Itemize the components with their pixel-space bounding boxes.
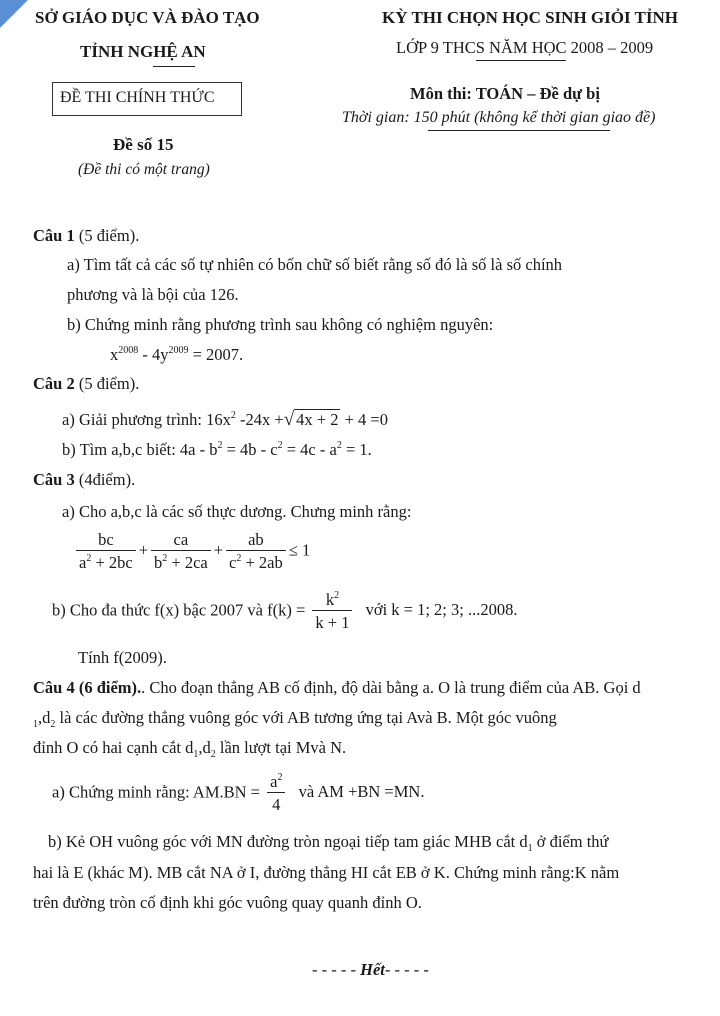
fraction-3: $\frac{ab}{c^2 + 2ab}$ bbox=[226, 530, 286, 573]
end-marker: - - - - - Hết- - - - - bbox=[312, 960, 429, 979]
fraction-2: $\frac{ca}{b^2 + 2ca}$ bbox=[151, 530, 211, 573]
q3-heading bbox=[33, 470, 135, 490]
page-note: (Đề thi có một trang) bbox=[78, 161, 210, 178]
official-exam-label: ĐỀ THI CHÍNH THỨC bbox=[60, 89, 215, 106]
q4-a-line: a) Chứng minh rằng: AM.BN = $\frac{a^2}{4}$ và AM +BN =MN. bbox=[52, 772, 425, 814]
time-underline bbox=[428, 130, 610, 131]
exam-grade-year: LỚP 9 THCS NĂM HỌC 2008 – 2009 bbox=[396, 38, 654, 57]
official-exam-box bbox=[52, 82, 242, 116]
fraction-k: $\frac{k^2}{k + 1}$ bbox=[312, 590, 352, 633]
q3-a-line: a) Cho a,b,c là các số thực dương. Chưng minh rằng: bbox=[62, 502, 412, 521]
fraction-1: $\frac{bc}{a^2 + 2bc}$ bbox=[76, 530, 136, 573]
exam-number: Đề số 15 bbox=[113, 135, 174, 154]
exam-year-underline bbox=[476, 60, 566, 61]
q1-title: Câu 1 bbox=[33, 226, 75, 245]
q2-b-line: b) Tìm a,b,c biết: $4a - b^2 = 4b - c^2 = 4c - a^2 = 1$. bbox=[62, 440, 372, 459]
subject-line: Môn thi: TOÁN – Đề dự bị bbox=[410, 84, 600, 103]
q3-points: (4điểm). bbox=[78, 470, 136, 489]
q1-points: (5 điểm). bbox=[78, 226, 140, 245]
q1-a-line2: phương và là bội của 126. bbox=[67, 285, 239, 304]
q1-b-line: b) Chứng minh rằng phương trình sau không có nghiệm nguyên: bbox=[67, 315, 494, 334]
q2-points: (5 điểm). bbox=[78, 374, 140, 393]
department-name: SỞ GIÁO DỤC VÀ ĐÀO TẠO bbox=[35, 8, 260, 27]
q1-equation: $x^{2008} - 4y^{2009} = 2007$. bbox=[110, 345, 244, 364]
q4-line3: đỉnh O có hai cạnh cắt $d_1,d_2$ lần lượt tại Mvà N. bbox=[33, 738, 347, 760]
q3-title: Câu 3 bbox=[33, 470, 75, 489]
q4-b-line1: b) Kẻ OH vuông góc với MN đường tròn ngoại tiếp tam giác MHB cắt $d_1$ ở điểm thứ bbox=[48, 832, 609, 854]
fraction-a2-over-4: $\frac{a^2}{4}$ bbox=[267, 772, 285, 815]
q3-b-line: b) Cho đa thức f(x) bậc 2007 và f(k) = $\frac{k^2}{k + 1}$ với k = 1; 2; 3; ...2008. bbox=[52, 590, 518, 632]
q4-line1: Câu 4 (6 điểm).. Cho đoạn thẳng AB cố định, độ dài bằng a. O là trung điểm của AB. Gọi d bbox=[33, 678, 641, 697]
corner-decoration bbox=[0, 0, 28, 28]
exam-title: KỲ THI CHỌN HỌC SINH GIỎI TỈNH bbox=[382, 8, 678, 27]
q4-line2: $_1,d_2$ là các đường thẳng vuông góc với AB tương ứng tại Avà B. Một góc vuông bbox=[33, 708, 557, 730]
province-underline bbox=[153, 66, 195, 67]
q4-b-line3: trên đường tròn cố định khi góc vuông quay quanh đỉnh O. bbox=[33, 893, 422, 912]
q2-a-line: a) Giải phương trình: $16x^2$ -24x +√ 4x + 2 + 4 =0 bbox=[62, 409, 388, 430]
q3-b-compute: Tính f(2009). bbox=[78, 648, 167, 667]
province-name: TỈNH NGHỆ AN bbox=[80, 42, 206, 61]
time-line: Thời gian: 150 phút (không kể thời gian giao đề) bbox=[342, 109, 656, 126]
q2-heading bbox=[33, 374, 139, 394]
q4-title: Câu 4 bbox=[33, 678, 75, 697]
q4-b-line2: hai là E (khác M). MB cắt NA ở I, đường thẳng HI cắt EB ở K. Chứng minh rằng:K nằm bbox=[33, 863, 620, 882]
q4-points: (6 điểm). bbox=[78, 678, 142, 697]
q1-heading bbox=[33, 226, 139, 246]
q2-title: Câu 2 bbox=[33, 374, 75, 393]
q1-a-line1: a) Tìm tất cả các số tự nhiên có bốn chữ số biết rằng số đó là số là số chính bbox=[67, 255, 563, 274]
q3-inequality: $\frac{bc}{a^2 + 2bc}$ + $\frac{ca}{b^2 + 2ca}$ + $\frac{ab}{c^2 + 2ab}$ ≤ 1 bbox=[73, 530, 310, 573]
sqrt-sign: √ bbox=[283, 409, 295, 430]
sqrt-radicand: 4x + 2 bbox=[296, 410, 339, 429]
